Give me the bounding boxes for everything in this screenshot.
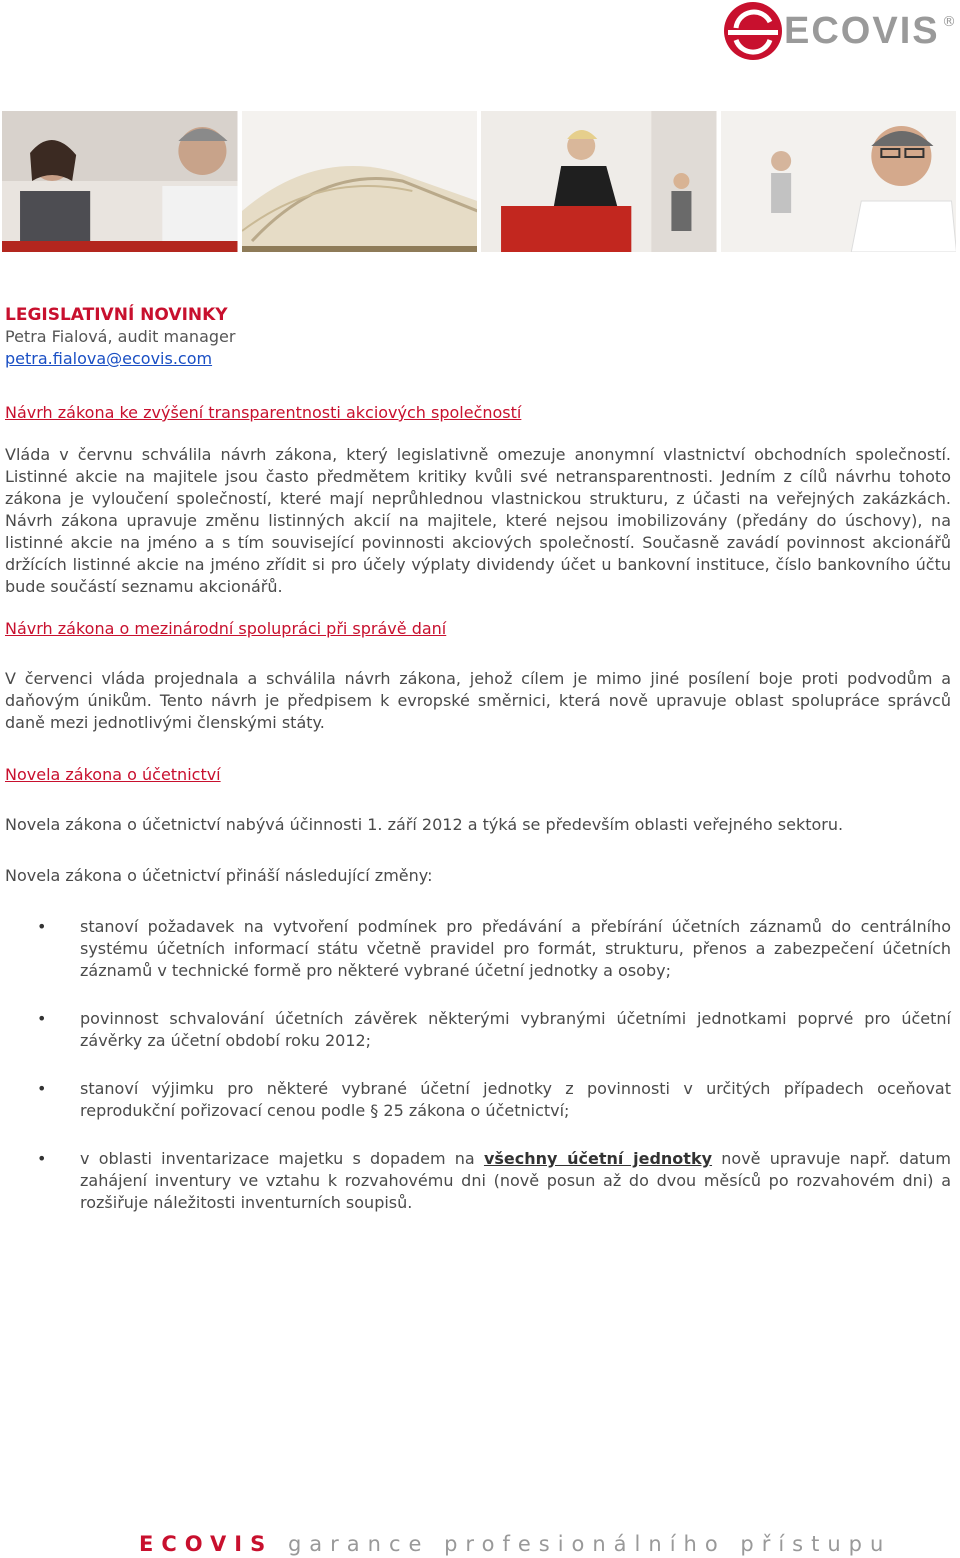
- heading-transparency: Návrh zákona ke zvýšení transparentnosti akciových společností: [5, 403, 522, 422]
- logo-registered-mark: ®: [942, 14, 956, 30]
- author-email-link[interactable]: petra.fialova@ecovis.com: [5, 349, 213, 368]
- list-item: • stanoví požadavek na vytvoření podmínek pro předávání a přebírání účetních záznamů do centrálního systému účetních informací státu včetně pravidel pro formát, strukturu, přenos a zabezpečení účetních záznamů v technické formě pro některé vybrané účetní jednotky a osoby;: [5, 916, 951, 982]
- article: [5, 304, 951, 1214]
- photo-open-book: [242, 111, 478, 252]
- paragraph-transparency: Vláda v červnu schválila návrh zákona, který legislativně omezuje anonymní vlastnictví obchodních společností. Listinné akcie na majitele jsou často předmětem kritiky kvůli své netransparentnosti. Jedním z cílů návrhu tohoto zákona je vyloučení společností, které mají neprůhlednou vlastnickou strukturu, z účasti na veřejných zakázkách. Návrh zákona upravuje změnu listinných akcií na majitele, které nejsou imobilizovány (předány do úschovy), na listinné akcie na jméno a s tím související povinnosti akciových společností. Současně zavádí povinnost akcionářů držících listinné akcie na jméno zřídit si pro účely výplaty dividendy účet u bankovní instituce, číslo bankovního účtu bude součástí seznamu akcionářů.: [5, 445, 951, 596]
- emphasis-all-units: všechny účetní jednotky: [483, 1149, 713, 1168]
- footer-slogan: garance profesionálního přístupu: [287, 1532, 892, 1556]
- footer-tagline: [139, 1532, 891, 1556]
- photo-man-smiling: [721, 111, 957, 252]
- list-item-text: v oblasti inventarizace majetku s dopadem na: [80, 1149, 484, 1168]
- section-tag: LEGISLATIVNÍ NOVINKY: [5, 305, 228, 325]
- list-item: • stanoví výjimku pro některé vybrané účetní jednotky z povinnosti v určitých případech oceňovat reprodukční pořizovací cenou podle § 25 zákona o účetnictví;: [5, 1078, 951, 1122]
- ecovis-logo-mark-icon: [722, 0, 782, 64]
- changes-list: [5, 916, 951, 1214]
- heading-tax-cooperation: Návrh zákona o mezinárodní spolupráci při správě daní: [5, 619, 447, 638]
- footer-brand: ECOVIS: [139, 1532, 274, 1556]
- list-item: • povinnost schvalování účetních závěrek některými vybranými účetními jednotkami poprvé pro účetní závěrky za účetní období roku 2012;: [5, 1008, 951, 1052]
- paragraph-accounting-changes: Novela zákona o účetnictví přináší následující změny:: [5, 866, 433, 885]
- paragraph-tax-cooperation: V červenci vláda projednala a schválila návrh zákona, jehož cílem je mimo jiné posílení boje proti podvodům a daňovým únikům. Tento návrh je předpisem k evropské směrnici, která nově upravuje oblast spolupráce správců daně mezi jednotlivými členskými státy.: [5, 669, 951, 732]
- photo-woman-meeting: [481, 111, 717, 252]
- photo-woman-man-office: [2, 111, 238, 252]
- ecovis-logo: [722, 0, 954, 64]
- heading-accounting-amendment: Novela zákona o účetnictví: [5, 765, 221, 784]
- author-line: Petra Fialová, audit manager: [5, 327, 236, 346]
- paragraph-accounting-effective: Novela zákona o účetnictví nabývá účinnosti 1. září 2012 a týká se především oblasti veřejného sektoru.: [5, 815, 844, 834]
- logo-wordmark: ECOVIS: [784, 10, 940, 52]
- list-item-text: nově upravuje např. datum zahájení inventury ve vztahu k rozvahovému dni (nově posun až do dvou měsíců po rozvahovém dni) a rozšiřuje náležitosti inventurních soupisů.: [80, 1149, 952, 1212]
- list-item: [5, 1148, 951, 1214]
- header-photo-strip: [2, 111, 956, 252]
